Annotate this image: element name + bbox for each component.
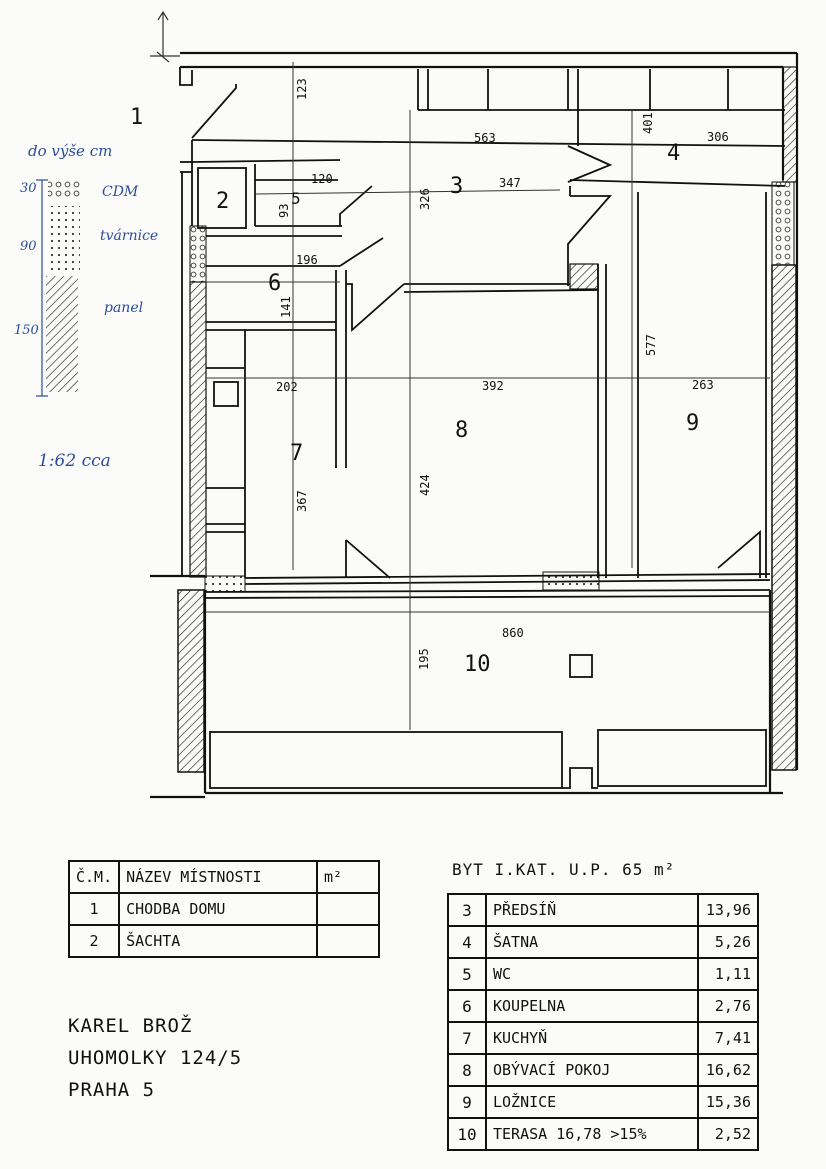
dim-123: 123: [295, 78, 309, 100]
room-name-cell: WC: [486, 958, 698, 990]
room-name-cell: ŠATNA: [486, 926, 698, 958]
header-room-name: NÁZEV MÍSTNOSTI: [119, 861, 317, 893]
dim-306: 306: [707, 130, 729, 144]
table-row: [69, 893, 379, 925]
wall-legend-material-cdm: CDM: [102, 184, 139, 200]
room-area-cell: 15,36: [698, 1086, 758, 1118]
owner-street: UHOMOLKY 124/5: [68, 1047, 243, 1069]
owner-name: KAREL BROŽ: [68, 1015, 193, 1037]
dim-93: 93: [277, 203, 291, 218]
room-6-number: 6: [268, 271, 282, 296]
room-number-cell: 8: [448, 1054, 486, 1086]
dim-120: 120: [311, 172, 333, 186]
wall-legend-material-tvarnice: tvárnice: [100, 228, 159, 244]
table-row: [448, 1118, 758, 1150]
dim-347: 347: [499, 176, 521, 190]
room-area-cell: 16,62: [698, 1054, 758, 1086]
room-number-cell: 3: [448, 894, 486, 926]
dim-195: 195: [417, 648, 431, 670]
room-7-number: 7: [290, 441, 304, 466]
dimension-lines: [206, 62, 770, 730]
dim-424: 424: [418, 474, 432, 496]
owner-city: PRAHA 5: [68, 1079, 156, 1101]
dim-401: 401: [641, 112, 655, 134]
table-row: [448, 990, 758, 1022]
scale-label: 1:62 cca: [38, 451, 111, 471]
room-name-cell: LOŽNICE: [486, 1086, 698, 1118]
room-2-number: 2: [216, 189, 230, 214]
room-area-cell: 1,11: [698, 958, 758, 990]
room-9-number: 9: [686, 411, 700, 436]
room-area-cell: 7,41: [698, 1022, 758, 1054]
room-area-cell: [317, 893, 379, 925]
room-area-cell: 2,76: [698, 990, 758, 1022]
wall-legend-material-panel: panel: [104, 300, 144, 316]
table-header-row: [69, 861, 379, 893]
room-name-cell: PŘEDSÍŇ: [486, 894, 698, 926]
wall-legend: [14, 142, 158, 471]
table-row: [448, 958, 758, 990]
wall-legend-mark-150: 150: [14, 323, 39, 338]
table-row: [448, 894, 758, 926]
dim-263: 263: [692, 378, 714, 392]
room-4-number: 4: [667, 141, 681, 166]
room-area-cell: [317, 925, 379, 957]
common-rooms-table: [68, 860, 380, 958]
room-number-cell: 7: [448, 1022, 486, 1054]
room-name-cell: OBÝVACÍ POKOJ: [486, 1054, 698, 1086]
dim-392: 392: [482, 379, 504, 393]
dim-860: 860: [502, 626, 524, 640]
table-row: [448, 926, 758, 958]
room-number-cell: 10: [448, 1118, 486, 1150]
room-number-cell: 5: [448, 958, 486, 990]
room-8-number: 8: [455, 418, 469, 443]
table-row: [448, 1086, 758, 1118]
room-number-cell: 2: [69, 925, 119, 957]
room-number-cell: 4: [448, 926, 486, 958]
room-3-number: 3: [450, 174, 464, 199]
wall-legend-mark-30: 30: [20, 181, 37, 196]
room-name-cell: KOUPELNA: [486, 990, 698, 1022]
room-name-cell: KUCHYŇ: [486, 1022, 698, 1054]
dim-326: 326: [418, 188, 432, 210]
dim-563: 563: [474, 131, 496, 145]
room-number-cell: 9: [448, 1086, 486, 1118]
owner-block: [68, 1010, 242, 1106]
table-row: [448, 1022, 758, 1054]
room-area-cell: 2,52: [698, 1118, 758, 1150]
room-5-number: 5: [291, 189, 301, 208]
header-room-area: m²: [317, 861, 379, 893]
dim-367: 367: [295, 490, 309, 512]
wall-legend-title: do výše cm: [28, 142, 113, 160]
table-row: [69, 925, 379, 957]
dim-202: 202: [276, 380, 298, 394]
header-room-number: Č.M.: [69, 861, 119, 893]
north-arrow-icon: [150, 12, 180, 62]
room-1-number: 1: [130, 105, 144, 130]
flat-rooms-table: [447, 893, 759, 1151]
dim-196: 196: [296, 253, 318, 267]
room-number-cell: 6: [448, 990, 486, 1022]
room-area-cell: 13,96: [698, 894, 758, 926]
room-area-cell: 5,26: [698, 926, 758, 958]
room-number-cell: 1: [69, 893, 119, 925]
flat-heading: BYT I.KAT. U.P. 65 m²: [452, 860, 676, 879]
room-name-cell: CHODBA DOMU: [119, 893, 317, 925]
room-10-number: 10: [464, 652, 491, 677]
table-row: [448, 1054, 758, 1086]
room-name-cell: TERASA 16,78 >15%: [486, 1118, 698, 1150]
dim-141: 141: [279, 296, 293, 318]
room-name-cell: ŠACHTA: [119, 925, 317, 957]
dim-577: 577: [644, 334, 658, 356]
wall-legend-mark-90: 90: [20, 239, 37, 254]
outer-walls: [150, 53, 797, 797]
